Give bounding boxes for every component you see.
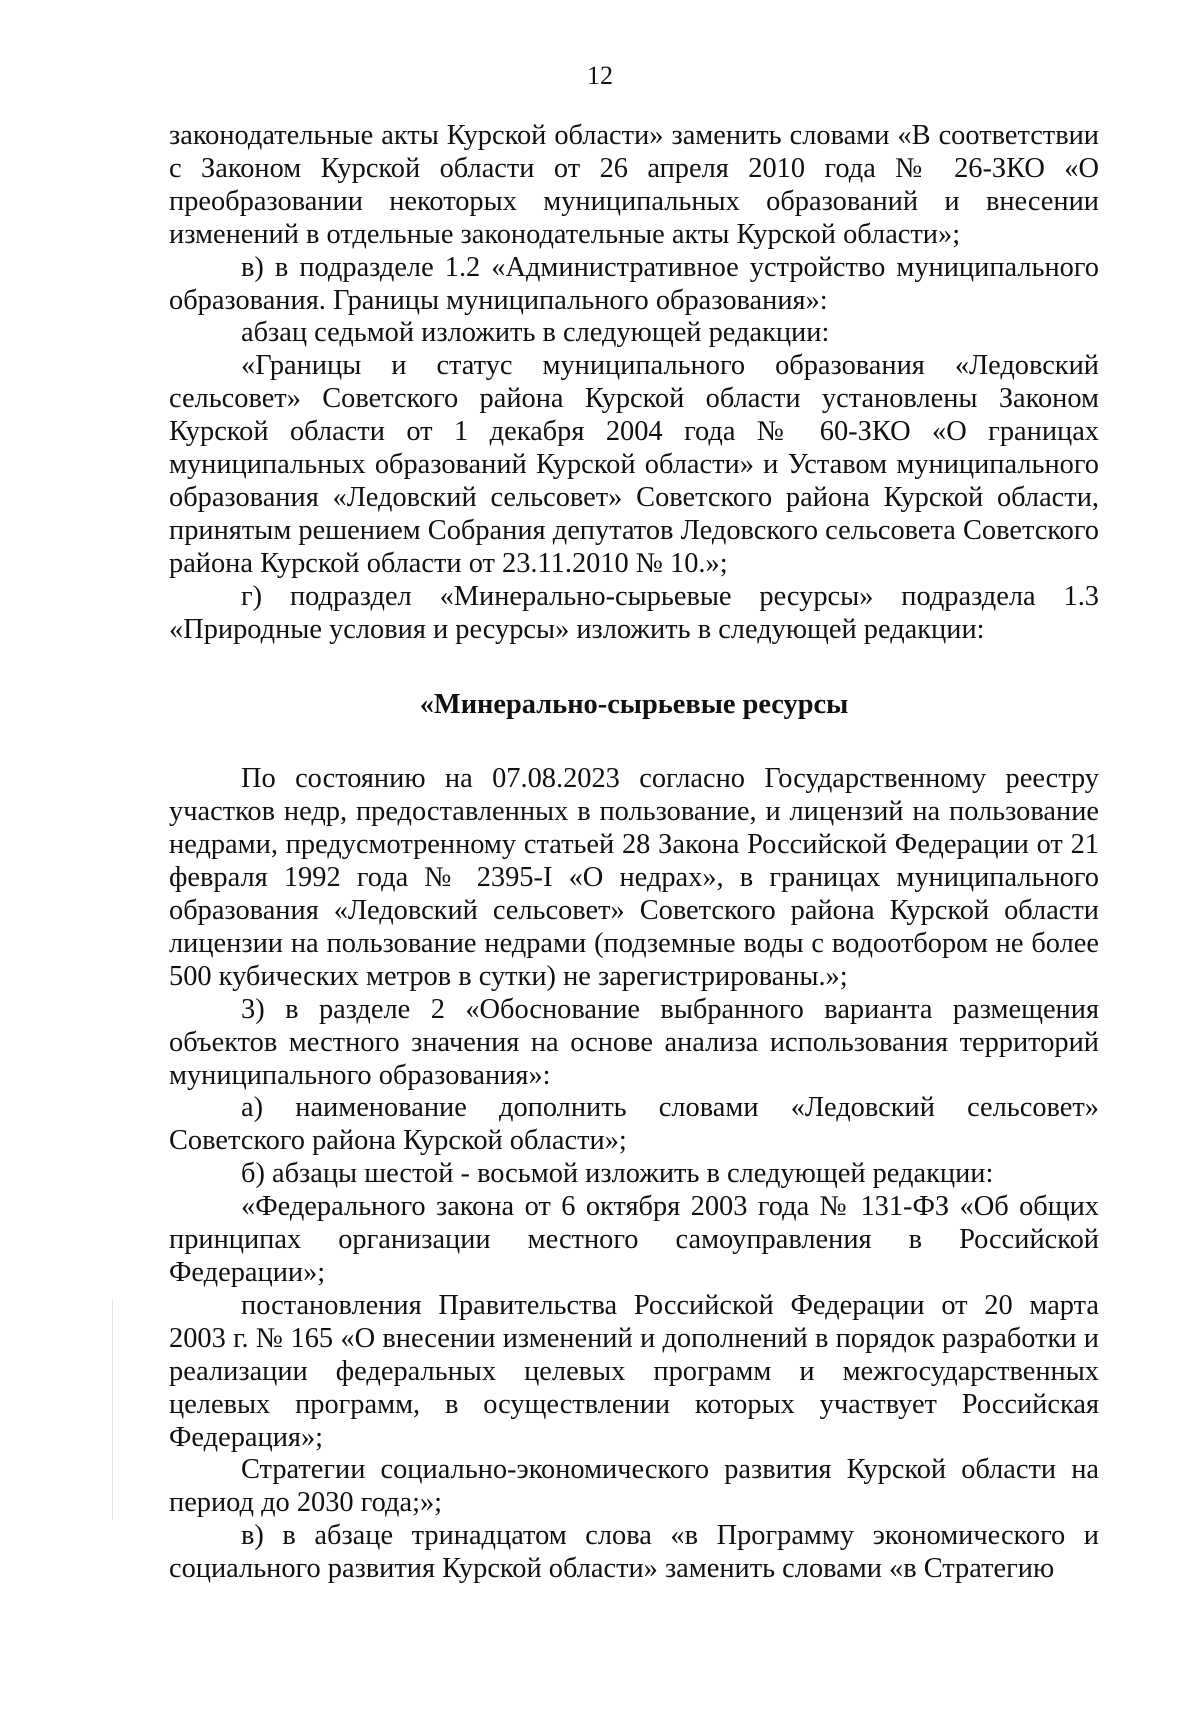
paragraph: «Федерального закона от 6 октября 2003 года № 131-ФЗ «Об общих принципах организации местного самоуправления в Российской Федерации»; xyxy=(169,1191,1099,1288)
paragraph: Стратегии социально-экономического развития Курской области на период до 2030 года;»; xyxy=(169,1454,1099,1519)
paragraph: 3) в разделе 2 «Обоснование выбранного варианта размещения объектов местного значения на основе анализа использования территорий муниципального образования»: xyxy=(169,993,1099,1091)
scan-margin-line xyxy=(112,1300,113,1520)
paragraph: г) подраздел «Минерально-сырьевые ресурсы» подраздела 1.3 «Природные условия и ресурсы» изложить в следующей редакции: xyxy=(169,580,1099,645)
paragraph: абзац седьмой изложить в следующей редакции: xyxy=(241,317,830,349)
paragraph: б) абзацы шестой - восьмой изложить в следующей редакции: xyxy=(241,1158,994,1190)
page-number: 12 xyxy=(587,61,613,90)
document-body xyxy=(169,120,1099,1586)
paragraph: в) в подразделе 1.2 «Административное устройство муниципального образования. Границы муниципального образования»: xyxy=(169,251,1099,316)
paragraph: в) в абзаце тринадцатом слова «в Программу экономического и социального развития Курской области» заменить словами «в Стратегию xyxy=(169,1520,1099,1585)
paragraph: «Границы и статус муниципального образования «Ледовский сельсовет» Советского района Курской области установлены Законом Курской области от 1 декабря 2004 года № 60-ЗКО «О границах муниципальных образований Курской области» и Уставом муниципального образования «Ледовский сельсовет» Советского района Курской области, принятым решением Собрания депутатов Ледовского сельсовета Советского района Курской области от 23.11.2010 № 10.»; xyxy=(169,350,1099,579)
paragraph: а) наименование дополнить словами «Ледовский сельсовет» Советского района Курской области»; xyxy=(169,1092,1099,1157)
section-heading: «Минерально-сырьевые ресурсы xyxy=(419,688,849,720)
paragraph: По состоянию на 07.08.2023 согласно Государственному реестру участков недр, предоставленных в пользование, и лицензий на пользование недрами, предусмотренному статьей 28 Закона Российской Федерации от 21 февраля 1992 года № 2395-I «О недрах», в границах муниципального образования «Ледовский сельсовет» Советского района Курской области лицензии на пользование недрами (подземные воды с водоотбором не более 500 кубических метров в сутки) не зарегистрированы.»; xyxy=(169,763,1099,992)
paragraph: постановления Правительства Российской Федерации от 20 марта 2003 г. № 165 «О внесении изменений и дополнений в порядок разработки и реализации федеральных целевых программ и межгосударственных целевых программ, в осуществлении которых участвует Российская Федерация»; xyxy=(169,1289,1099,1453)
paragraph: законодательные акты Курской области» заменить словами «В соответствии с Законом Курской области от 26 апреля 2010 года № 26-ЗКО «О преобразовании некоторых муниципальных образований и внесении изменений в отдельные законодательные акты Курской области»; xyxy=(169,120,1099,250)
